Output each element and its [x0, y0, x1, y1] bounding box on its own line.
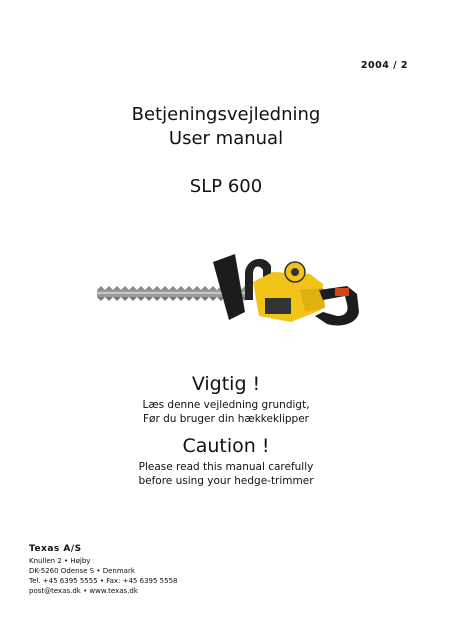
warning-line-2: before using your hedge-trimmer [138, 475, 314, 487]
warning-text-danish [0, 398, 452, 426]
company-name: Texas A/S [29, 544, 82, 554]
warning-line-1: Please read this manual carefully [138, 461, 314, 473]
hand-guard [213, 254, 245, 320]
company-web: post@texas.dk • www.texas.dk [29, 587, 138, 595]
title-danish: Betjeningsvejledning [131, 104, 321, 125]
company-address-1: Knullen 2 • Højby [29, 557, 91, 565]
title-english: User manual [168, 128, 284, 149]
hedge-trimmer-image [95, 250, 365, 340]
warning-title-english: Caution ! [182, 435, 270, 457]
company-address-2: DK-5260 Odense S • Denmark [29, 567, 135, 575]
warning-title-danish: Vigtig ! [191, 373, 261, 395]
warning-line-1: Læs denne vejledning grundigt, [142, 399, 310, 411]
warning-danish [0, 372, 452, 426]
company-info [29, 544, 177, 596]
model-name: SLP 600 [189, 176, 263, 197]
manual-title [0, 103, 452, 151]
warning-text-english [0, 460, 452, 488]
company-phone: Tel. +45 6395 5555 • Fax: +45 6395 5558 [29, 577, 178, 585]
warning-english [0, 434, 452, 488]
warning-line-2: Før du bruger din hækkeklipper [142, 413, 309, 425]
edition-label: 2004 / 2 [360, 60, 408, 71]
